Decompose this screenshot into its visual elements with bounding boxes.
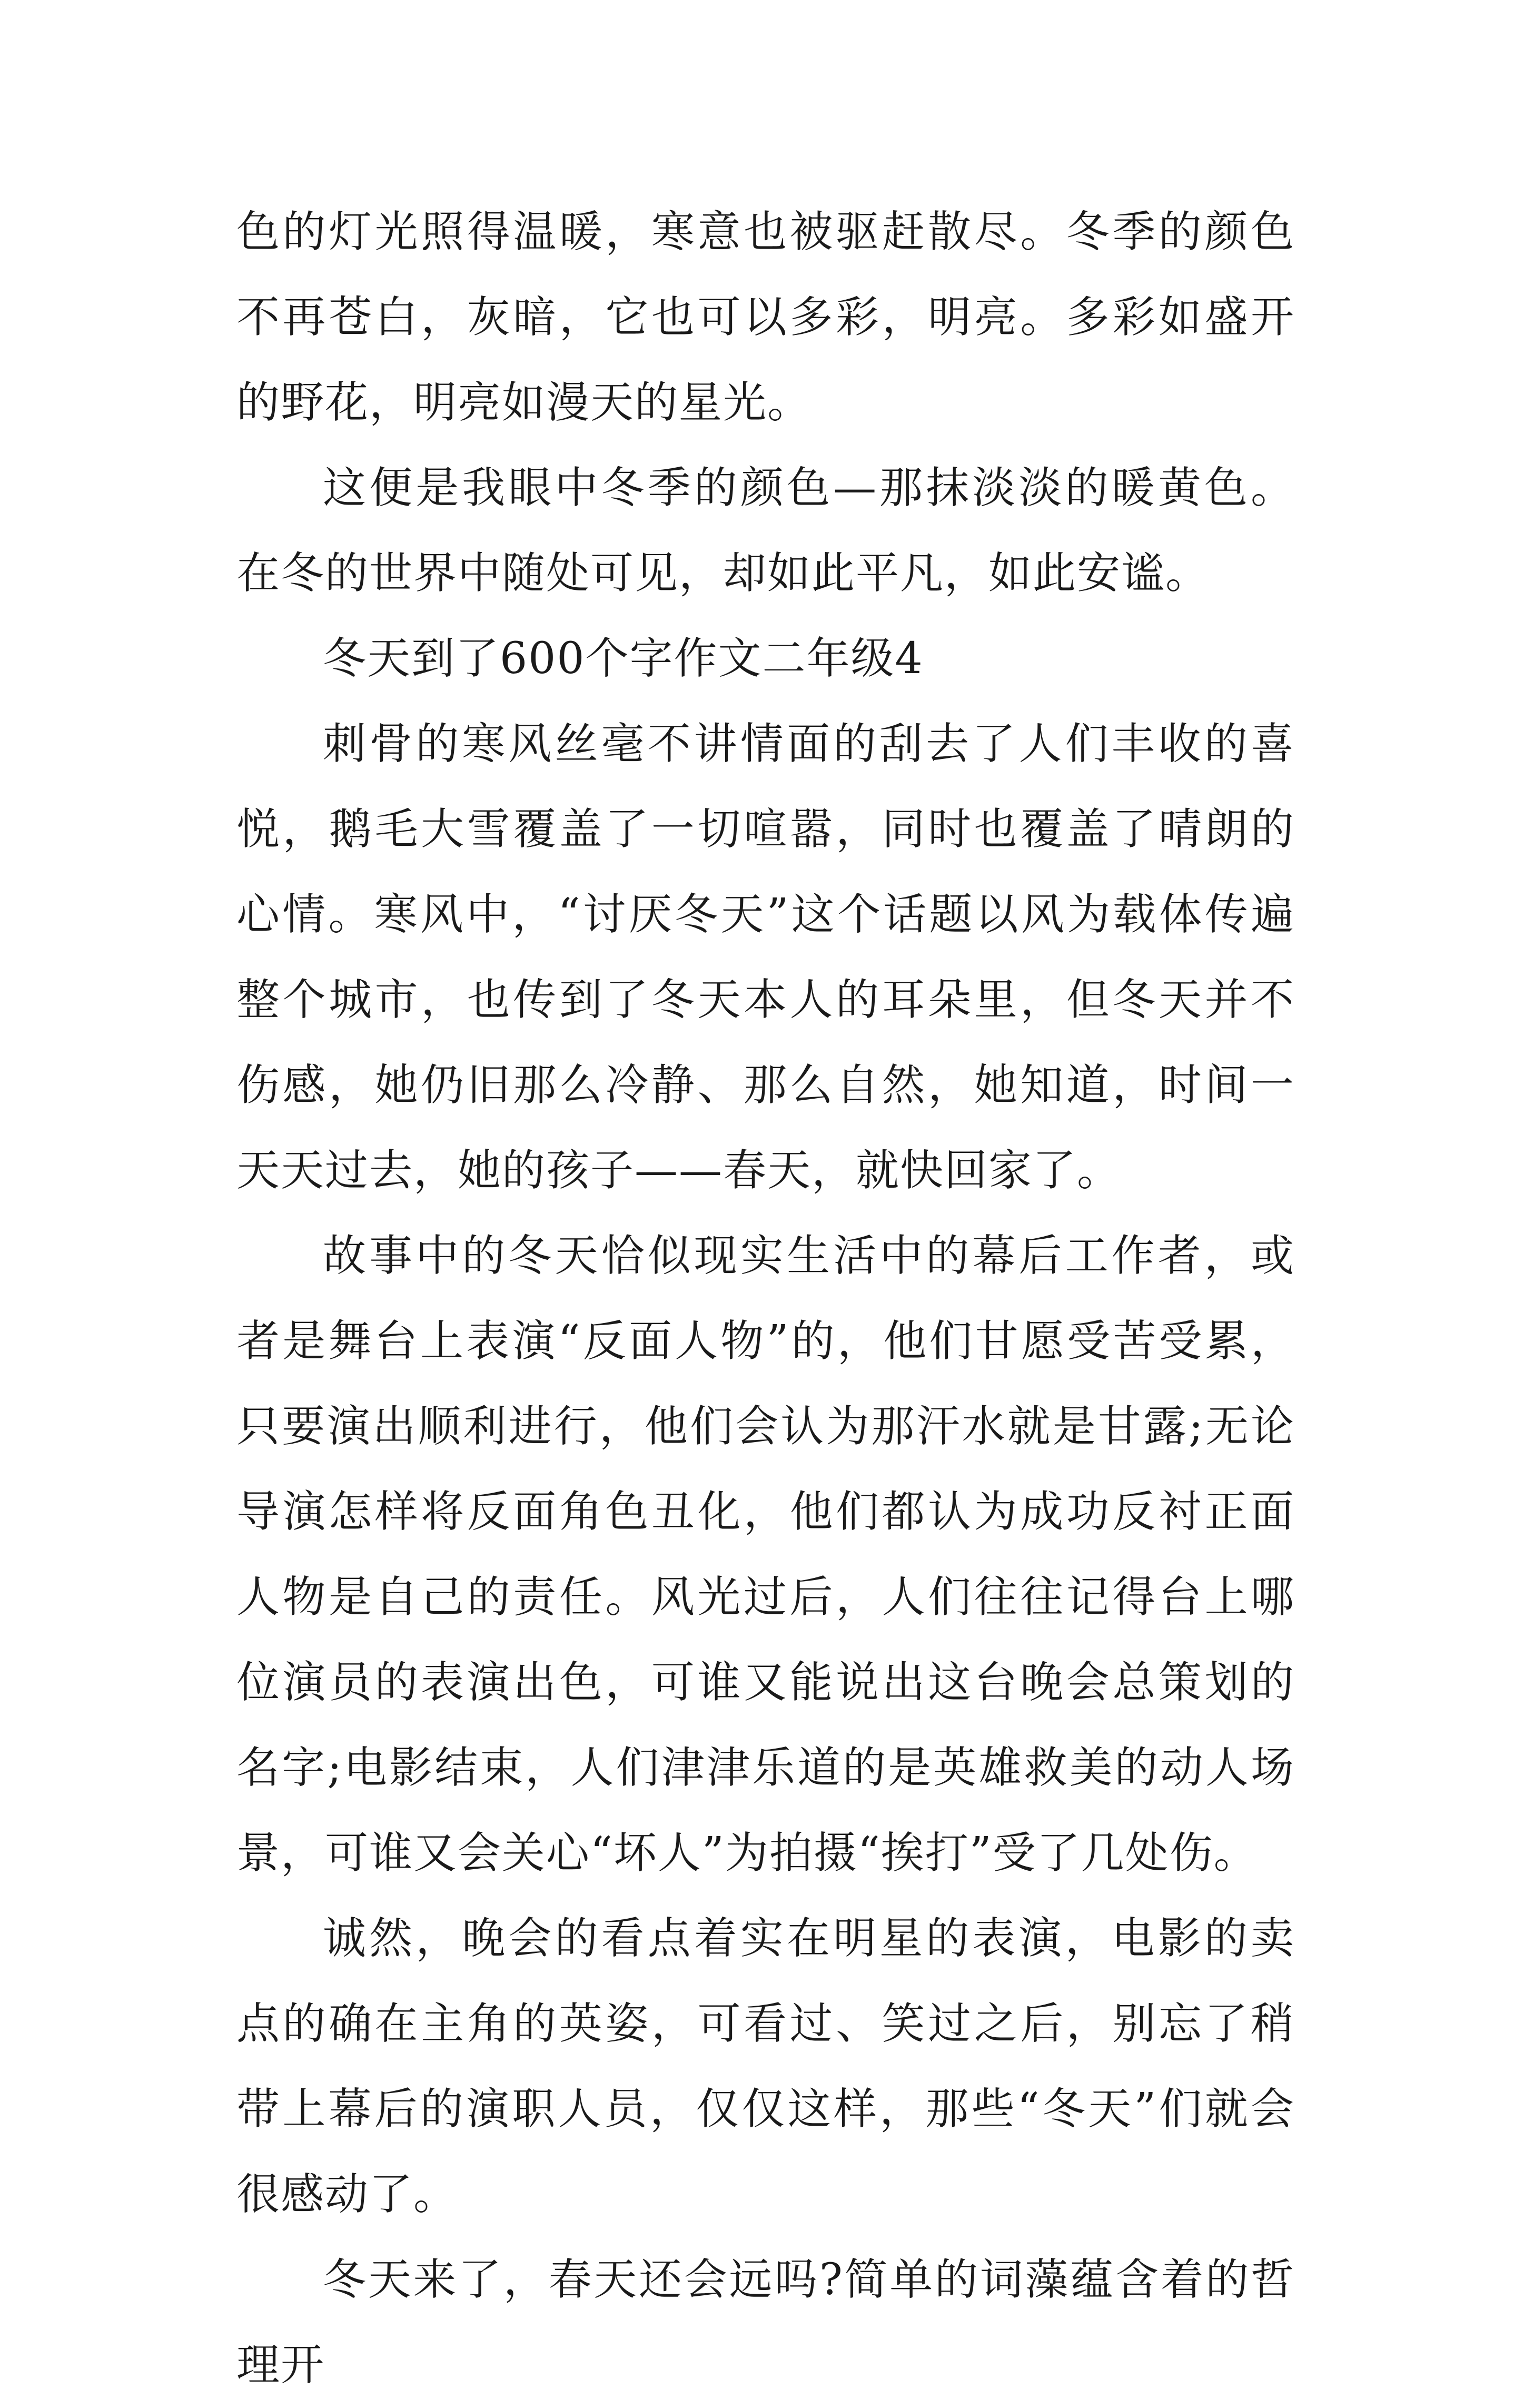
document-page [236,190,1295,2408]
paragraph: 诚然，晚会的看点着实在明星的表演，电影的卖点的确在主角的英姿，可看过、笑过之后，别忘了稍带上幕后的演职人员，仅仅这样，那些“冬天”们就会很感动了。 [236,1913,1295,2219]
section-heading: 冬天到了600个字作文二年级4 [323,634,924,684]
paragraph: 这便是我眼中冬季的颜色—那抹淡淡的暖黄色。在冬的世界中随处可见，却如此平凡，如此安谧。 [236,463,1295,598]
paragraph: 冬天来了，春天还会远吗?简单的词藻蕴含着的哲理开 [236,2255,1295,2390]
paragraph: 故事中的冬天恰似现实生活中的幕后工作者，或者是舞台上表演“反面人物”的，他们甘愿受苦受累，只要演出顺利进行，他们会认为那汗水就是甘露;无论导演怎样将反面角色丑化，他们都认为成功反衬正面人物是自己的责任。风光过后，人们往往记得台上哪位演员的表演出色，可谁又能说出这台晚会总策划的名字;电影结束，人们津津乐道的是英雄救美的动人场景，可谁又会关心“坏人”为拍摄“挨打”受了几处伤。 [236,1231,1295,1878]
paragraph: 色的灯光照得温暖，寒意也被驱赶散尽。冬季的颜色不再苍白，灰暗，它也可以多彩，明亮。多彩如盛开的野花，明亮如漫天的星光。 [236,207,1295,428]
paragraph: 刺骨的寒风丝毫不讲情面的刮去了人们丰收的喜悦，鹅毛大雪覆盖了一切喧嚣，同时也覆盖了晴朗的心情。寒风中，“讨厌冬天”这个话题以风为载体传遍整个城市，也传到了冬天本人的耳朵里，但冬天并不伤感，她仍旧那么冷静、那么自然，她知道，时间一天天过去，她的孩子——春天，就快回家了。 [236,719,1295,1196]
